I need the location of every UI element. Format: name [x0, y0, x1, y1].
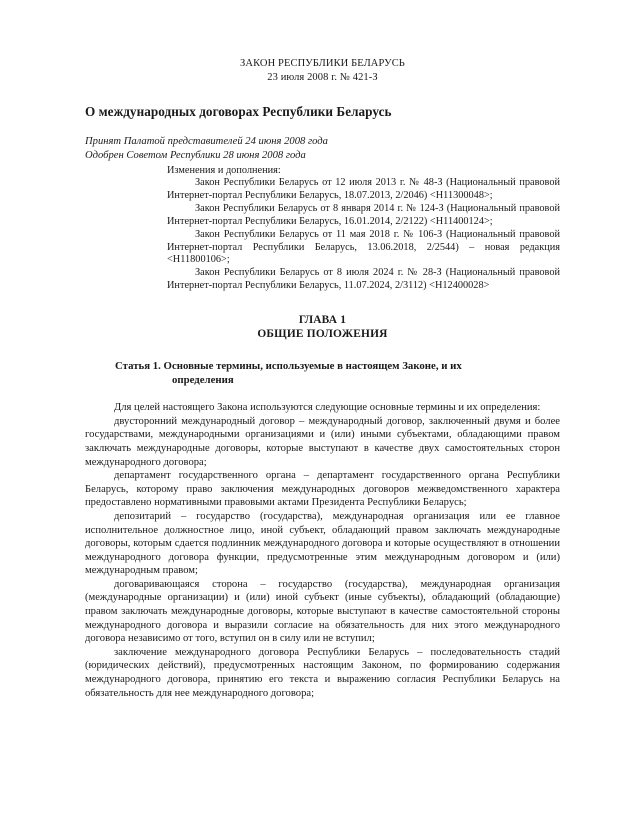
chapter-number: ГЛАВА 1 [298, 314, 347, 327]
law-date-number-line: 23 июля 2008 г. № 421-З [267, 72, 378, 83]
body-paragraph: договаривающаяся сторона – государство (государства), международная организация (международные организации) и (или) иной субъект (иные субъекты), обладающий (обладающие) правом заключать международные договоры, которые выступают в качестве самостоятельной стороны международного договора и выразили согласие на обязательность для них этого международного договора независимо от того, вступил он в силу или не вступил; [85, 578, 560, 645]
article-heading-line-2: определения [172, 374, 234, 387]
amendment-item: Закон Республики Беларусь от 11 мая 2018 г. № 106-З (Национальный правовой Интернет-портал Республики Беларусь, 13.06.2018, 2/2544) – новая редакция <H11800106>; [167, 228, 560, 266]
amendments-list [167, 177, 560, 293]
document-title: О международных договорах Республики Беларусь [85, 104, 392, 119]
adopted-by-house-line: Принят Палатой представителей 24 июня 2008 года [85, 136, 328, 147]
law-type-line: ЗАКОН РЕСПУБЛИКИ БЕЛАРУСЬ [240, 58, 405, 69]
adoption-block [85, 135, 560, 162]
article-body [85, 401, 560, 700]
amendments-heading: Изменения и дополнения: [167, 165, 281, 176]
body-paragraph: департамент государственного органа – департамент государственного органа Республики Беларусь, которому право заключения международных договоров межведомственного характера предоставлено нормативными правовыми актами Президента Республики Беларусь; [85, 470, 560, 509]
amendment-item: Закон Республики Беларусь от 12 июля 2013 г. № 48-З (Национальный правовой Интернет-портал Республики Беларусь, 18.07.2013, 2/2046) <H11300048>; [167, 177, 560, 201]
amendment-item: Закон Республики Беларусь от 8 января 2014 г. № 124-З (Национальный правовой Интернет-портал Республики Беларусь, 16.01.2014, 2/2122) <H11400124>; [167, 202, 560, 227]
body-paragraph: заключение международного договора Республики Беларусь – последовательность стадий (юридических действий), предусмотренных настоящим Законом, по формированию содержания международного договора, принятию его текста и выражению согласия Республики Беларусь на обязательность для нее международного договора; [85, 646, 560, 699]
chapter-heading [85, 313, 560, 341]
article-heading-line-1: Статья 1. Основные термины, используемые в настоящем Законе, и их [115, 360, 462, 373]
chapter-name: ОБЩИЕ ПОЛОЖЕНИЯ [257, 328, 388, 341]
document-header [85, 57, 560, 85]
article-heading [115, 359, 560, 387]
amendment-item: Закон Республики Беларусь от 8 июля 2024 г. № 28-З (Национальный правовой Интернет-портал Республики Беларусь, 11.07.2024, 2/3112) <H12400028> [167, 267, 560, 292]
body-paragraph: депозитарий – государство (государства), международная организация или ее главное исполнительное должностное лицо, иной субъект, обладающий правом заключать международные договоры, которым сдается подлинник международного договора и которые осуществляют в отношении международного договора функции, предусмотренные этим международным договором и (или) международным правом; [85, 510, 560, 577]
body-paragraph: Для целей настоящего Закона используются следующие основные термины и их определения: [114, 402, 541, 414]
body-paragraph: двусторонний международный договор – международный договор, заключенный двумя и более государствами, международными организациями и (или) иными субъектами, обладающими правом заключать международные договоры, которые выступают в качестве двух самостоятельных сторон международного договора; [85, 415, 560, 468]
approved-by-council-line: Одобрен Советом Республики 28 июня 2008 года [85, 149, 306, 161]
